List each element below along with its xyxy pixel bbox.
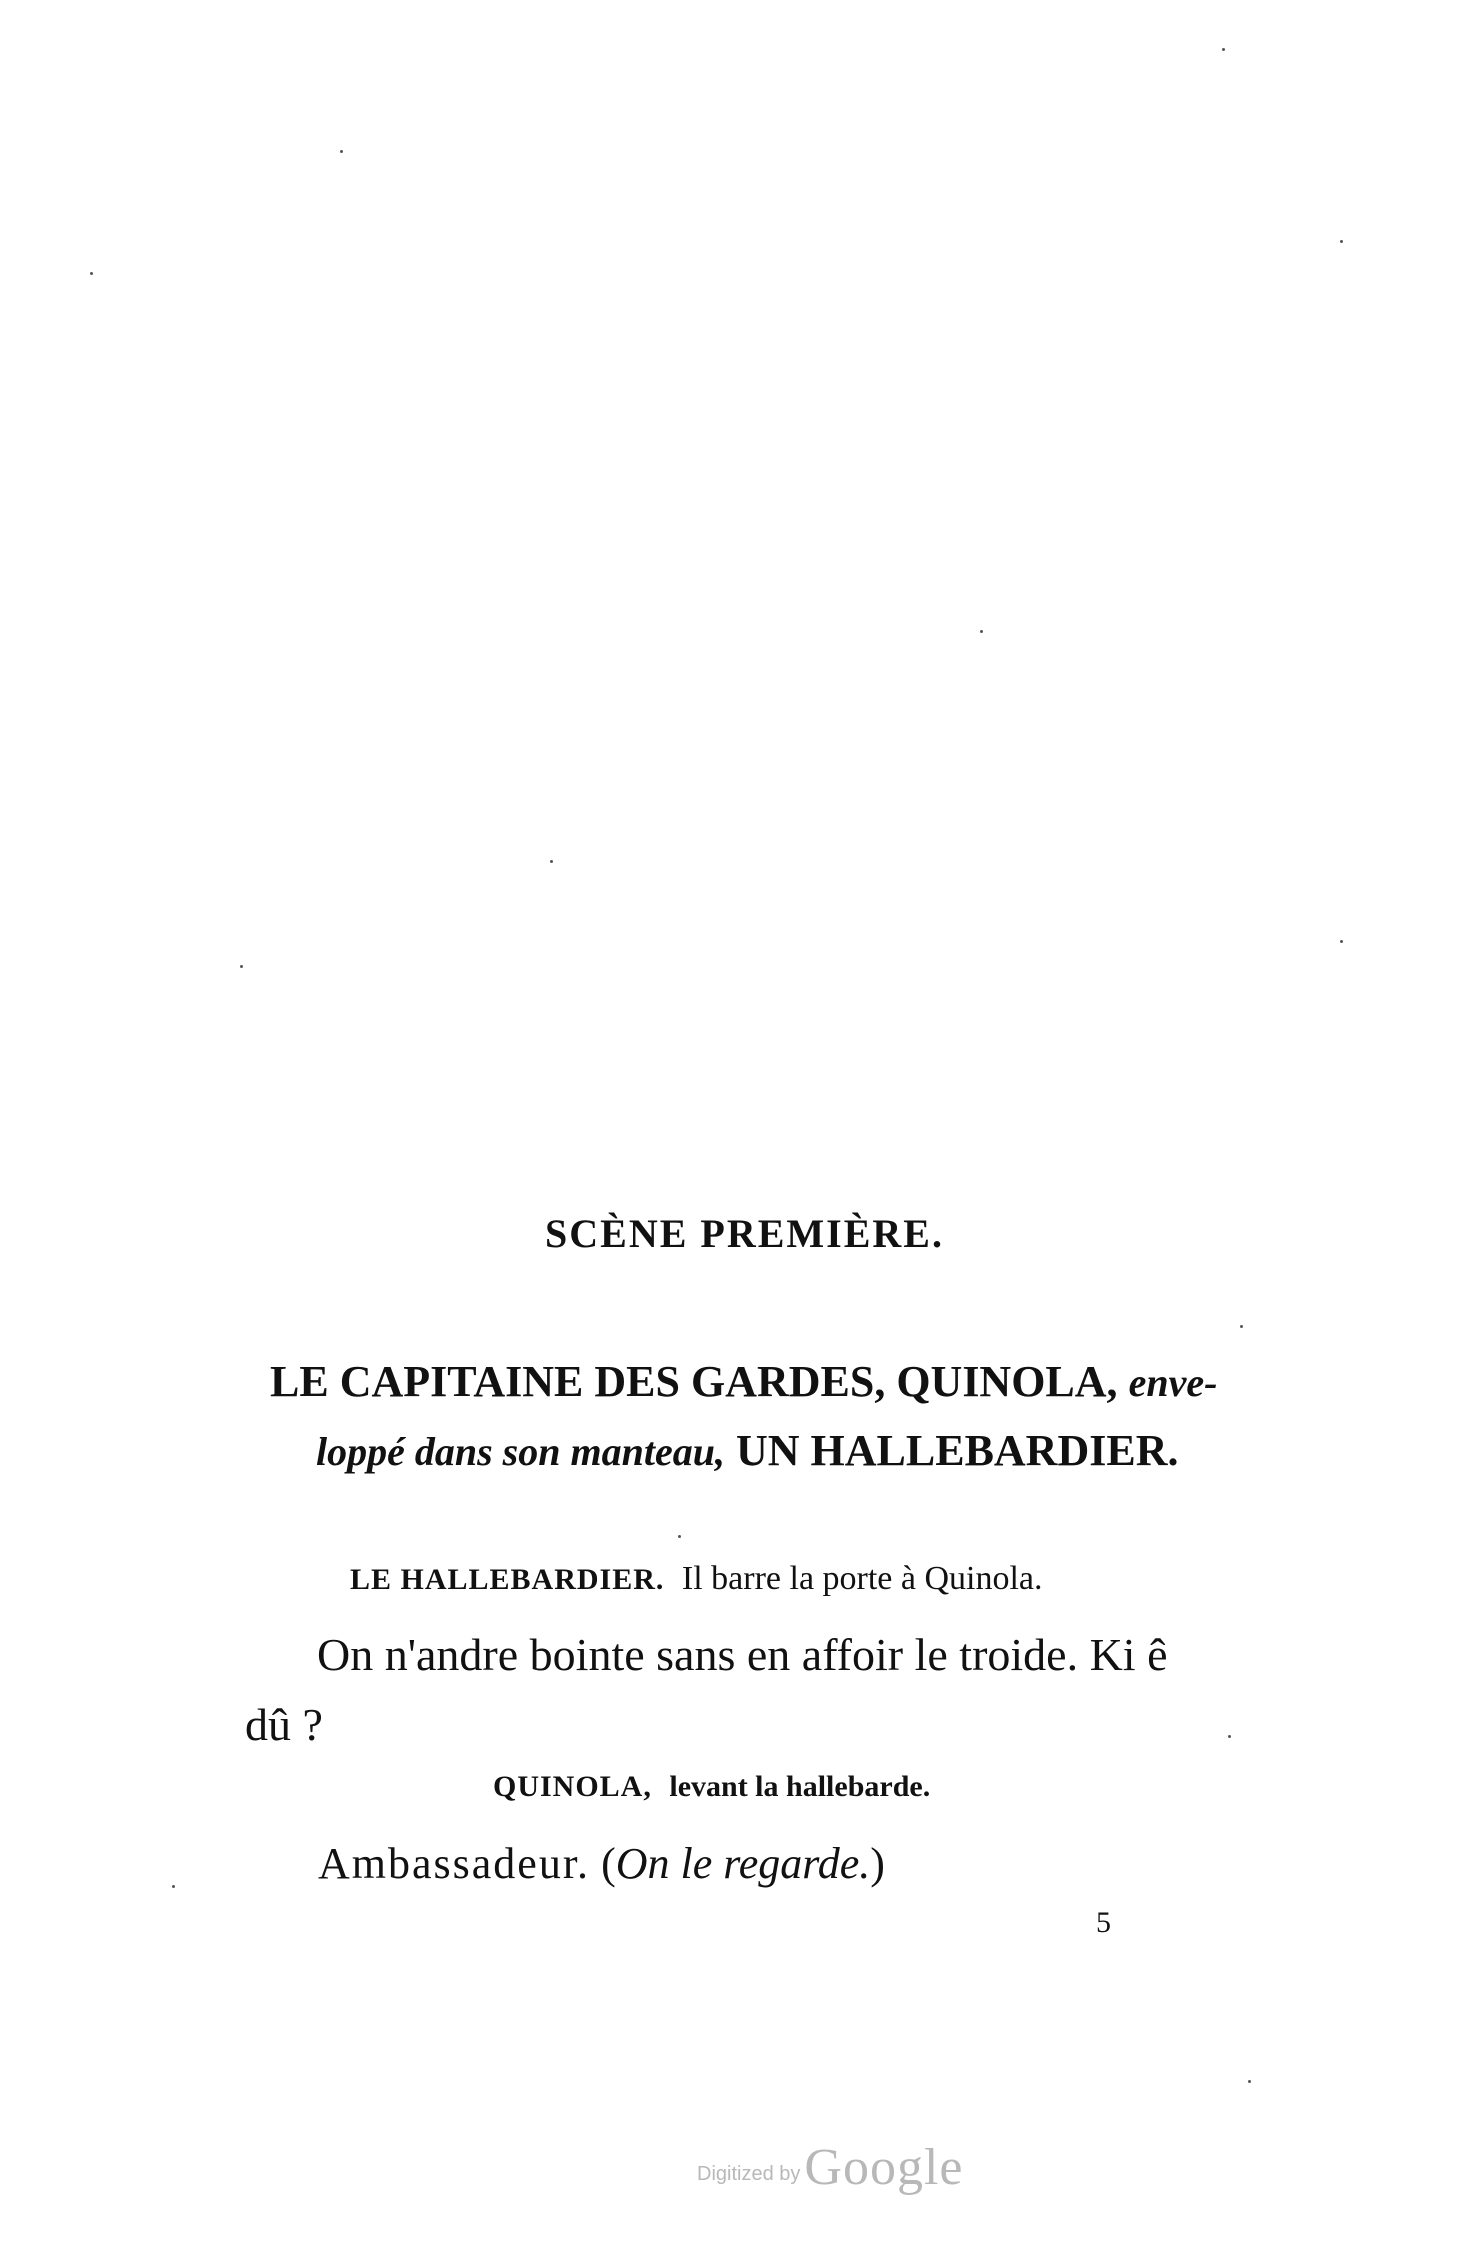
cast-list (270, 1348, 1230, 1486)
stage-direction: On le regarde. (615, 1839, 871, 1888)
speech-line: Ambassadeur. (318, 1839, 591, 1888)
speaker-name: LE HALLEBARDIER. (350, 1563, 665, 1596)
speaker-name: QUINOLA, (493, 1770, 652, 1803)
speech-line: dû ? (245, 1699, 323, 1750)
speaker-heading (493, 1770, 930, 1804)
stage-direction-close: ) (870, 1839, 885, 1888)
scan-speck (678, 1535, 681, 1538)
google-logo: Google (804, 2139, 964, 2196)
scan-speck (1222, 48, 1225, 51)
digitized-watermark (697, 2138, 963, 2197)
speaker-heading (350, 1560, 1043, 1598)
cast-names-1: LE CAPITAINE DES GARDES, QUINOLA, (270, 1357, 1118, 1406)
scan-speck (1340, 940, 1343, 943)
page-number: 5 (1096, 1906, 1111, 1939)
speech-text (245, 1620, 1245, 1760)
scan-speck (340, 150, 343, 153)
scan-speck (240, 965, 243, 968)
scan-speck (980, 630, 983, 633)
scan-speck (1248, 2080, 1251, 2083)
cast-note-1: enve- (1128, 1360, 1218, 1405)
stage-direction: levant la hallebarde. (669, 1770, 931, 1803)
speech-text (318, 1838, 885, 1889)
stage-direction: Il barre la porte à Quinola. (681, 1560, 1043, 1597)
scan-speck (550, 860, 553, 863)
stage-direction-open: ( (601, 1839, 616, 1888)
cast-line-1 (270, 1348, 1230, 1417)
scan-speck (1340, 240, 1343, 243)
cast-line-2 (270, 1417, 1230, 1486)
speech-line: On n'andre bointe sans en affoir le troide. Ki ê (317, 1629, 1168, 1680)
scan-speck (90, 272, 93, 275)
cast-names-2: UN HALLEBARDIER. (735, 1426, 1179, 1475)
scan-speck (172, 1885, 175, 1888)
scan-speck (1228, 1735, 1231, 1738)
cast-note-2: loppé dans son manteau, (316, 1429, 725, 1474)
watermark-prefix: Digitized by (697, 2163, 801, 2185)
scene-title: SCÈNE PREMIÈRE. (545, 1211, 944, 1256)
scan-speck (1240, 1325, 1243, 1328)
